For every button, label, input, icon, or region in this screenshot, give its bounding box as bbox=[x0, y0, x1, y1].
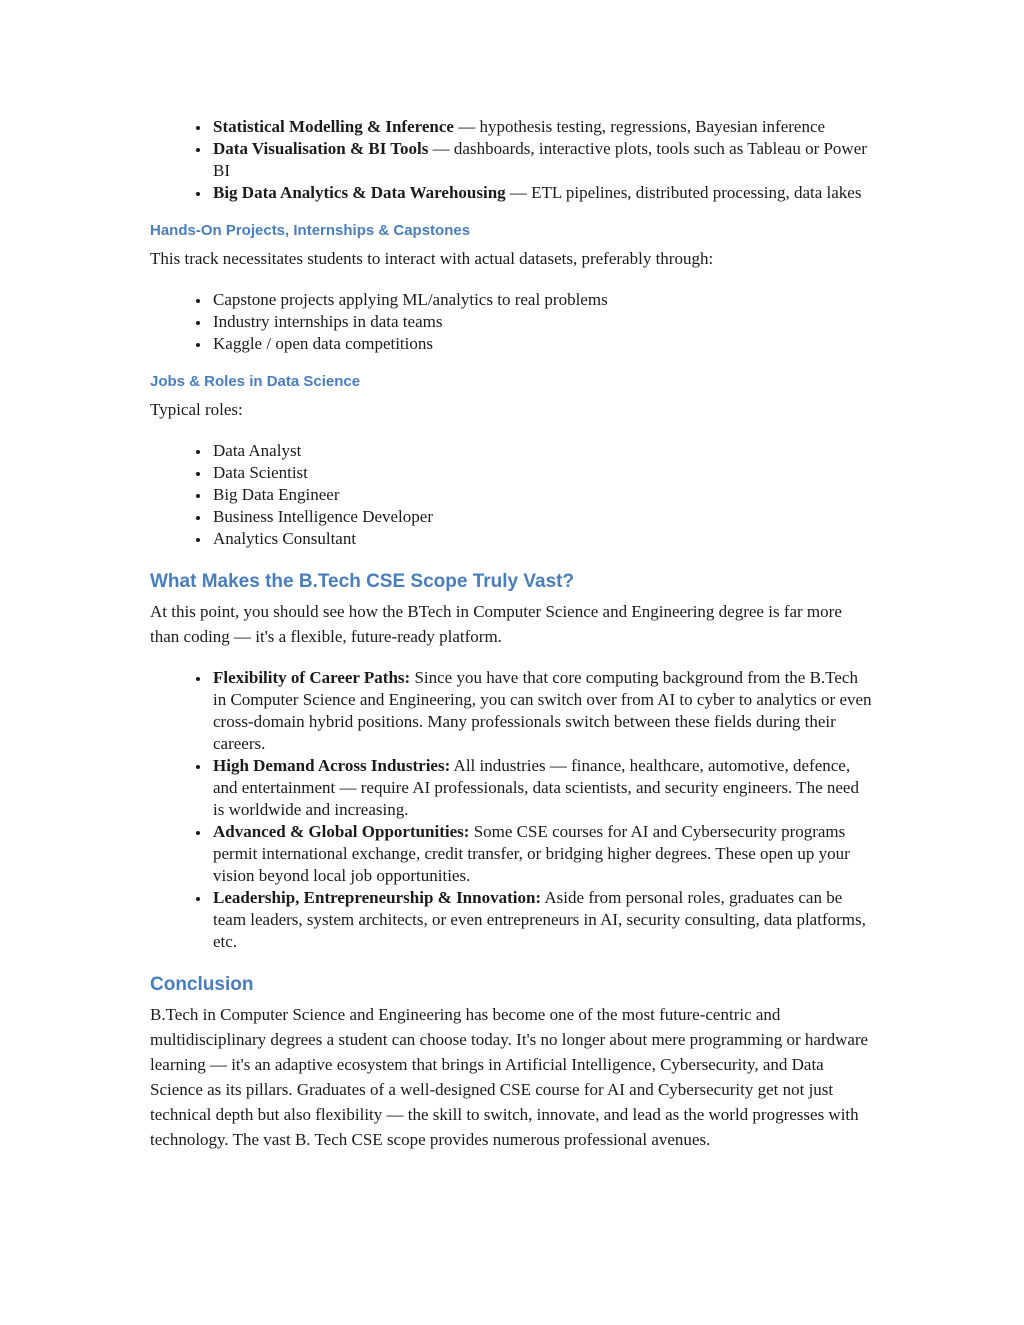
vast-scope-points-list bbox=[150, 667, 872, 953]
subject-name: Statistical Modelling & Inference bbox=[213, 117, 454, 136]
subject-name: Big Data Analytics & Data Warehousing bbox=[213, 183, 506, 202]
list-item: • Data Analyst bbox=[211, 440, 872, 462]
jobs-intro-paragraph: Typical roles: bbox=[150, 400, 243, 419]
list-item: • Kaggle / open data competitions bbox=[211, 333, 872, 355]
point-title: Leadership, Entrepreneurship & Innovation: bbox=[213, 888, 542, 907]
list-item bbox=[211, 821, 872, 887]
point-title: Flexibility of Career Paths: bbox=[213, 668, 411, 687]
point-description: Aside from personal roles, graduates can be team leaders, system architects, or even entrepreneurs in AI, security consulting, data platforms, etc. bbox=[213, 888, 866, 951]
point-description: All industries — finance, healthcare, automotive, defence, and entertainment — require AI professionals, data scientists, and security engineers. The need is worldwide and increasing. bbox=[213, 756, 859, 819]
conclusion-paragraph: B.Tech in Computer Science and Engineering has become one of the most future-centric and multidisciplinary degrees a student can choose today. It's no longer about mere programming or hardware learning — it's an adaptive ecosystem that brings in Artificial Intelligence, Cybersecurity, and Data Science as its pillars. Graduates of a well-designed CSE course for AI and Cybersecurity get not just technical depth but also flexibility — the skill to switch, innovate, and lead as the world progresses with technology. The vast B. Tech CSE scope provides numerous professional avenues. bbox=[150, 1005, 869, 1149]
list-item bbox=[211, 138, 872, 182]
vast-intro-paragraph: At this point, you should see how the BTech in Computer Science and Engineering degree is far more than coding — it's a flexible, future-ready platform. bbox=[150, 602, 842, 646]
hands-on-intro-paragraph: This track necessitates students to interact with actual datasets, preferably through: bbox=[150, 249, 714, 268]
subject-name: Data Visualisation & BI Tools bbox=[213, 139, 429, 158]
section-heading-jobs-roles: Jobs & Roles in Data Science bbox=[150, 373, 361, 390]
subject-description: — dashboards, interactive plots, tools such as Tableau or Power BI bbox=[213, 139, 867, 180]
list-item: • Analytics Consultant bbox=[211, 528, 872, 550]
point-description: Since you have that core computing background from the B.Tech in Computer Science and Engineering, you can switch over from AI to cyber to analytics or even cross-domain hybrid positions. Many professionals switch between these fields during their careers. bbox=[213, 668, 872, 753]
section-heading-hands-on-projects: Hands-On Projects, Internships & Capstones bbox=[150, 222, 471, 239]
list-item bbox=[211, 755, 872, 821]
point-title: High Demand Across Industries: bbox=[213, 756, 451, 775]
list-item bbox=[211, 887, 872, 953]
list-item bbox=[211, 116, 872, 138]
list-item: • Industry internships in data teams bbox=[211, 311, 872, 333]
typical-roles-list bbox=[150, 440, 872, 550]
point-title: Advanced & Global Opportunities: bbox=[213, 822, 470, 841]
subject-description: — hypothesis testing, regressions, Bayesian inference bbox=[453, 117, 826, 136]
data-science-subjects-list bbox=[150, 116, 872, 204]
list-item: • Business Intelligence Developer bbox=[211, 506, 872, 528]
point-description: Some CSE courses for AI and Cybersecurity programs permit international exchange, credit transfer, or bridging higher degrees. These open up your vision beyond local job opportunities. bbox=[213, 822, 850, 885]
list-item bbox=[211, 182, 872, 204]
subject-description: — ETL pipelines, distributed processing, data lakes bbox=[505, 183, 862, 202]
hands-on-activities-list bbox=[150, 289, 872, 355]
list-item: • Capstone projects applying ML/analytics to real problems bbox=[211, 289, 872, 311]
section-heading-conclusion: Conclusion bbox=[150, 974, 254, 995]
list-item bbox=[211, 667, 872, 755]
section-heading-scope-truly-vast: What Makes the B.Tech CSE Scope Truly Vast? bbox=[150, 571, 575, 592]
list-item: • Data Scientist bbox=[211, 462, 872, 484]
list-item: • Big Data Engineer bbox=[211, 484, 872, 506]
